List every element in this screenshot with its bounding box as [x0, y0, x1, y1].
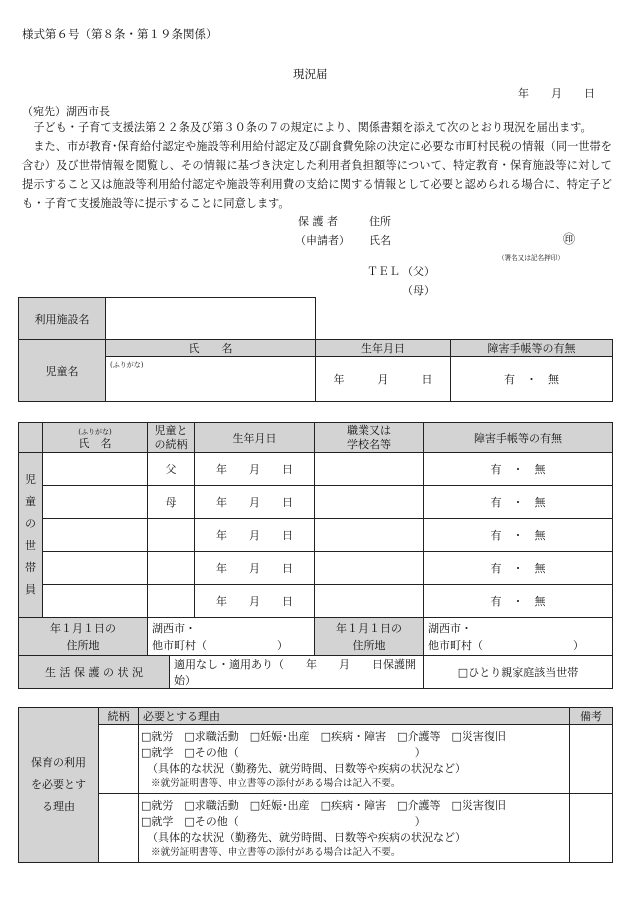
statement-paragraph-2: また、市が教育･保育給付認定や施設等利用給付認定及び副食費免除の決定に必要な市町村民税の情報（同一世帯を含む）及び世帯情報を閲覧し、その情報に基づき決定した利用者負担額等について、特定教育・保育施設等に対して提示すること又は施設等利用給付認定や施設等利用費の支給に関する情報として必要と認められる場合に、特定子ども・子育て支援施設等に提示することに同意します。	[22, 140, 612, 210]
member-birth[interactable]: 年 月 日	[195, 519, 315, 552]
child-disability-select[interactable]: 有 ・ 無	[451, 357, 613, 402]
reason-table	[18, 707, 613, 863]
facility-label: 利用施設名	[19, 298, 106, 340]
child-birth-header: 生年月日	[316, 340, 451, 357]
member-disability[interactable]: 有 ・ 無	[424, 486, 613, 519]
addressee: （宛先）湖西市長	[22, 105, 110, 118]
member-relation[interactable]	[148, 585, 195, 618]
member-job-input[interactable]	[315, 519, 424, 552]
member-job-input[interactable]	[315, 486, 424, 519]
tel-label[interactable]: ＴＥＬ	[367, 265, 400, 278]
member-disability[interactable]: 有 ・ 無	[424, 585, 613, 618]
furigana-label: (ふりがな)	[110, 361, 144, 369]
name-label[interactable]: 氏名	[369, 234, 391, 247]
member-job-input[interactable]	[315, 453, 424, 486]
welfare-status[interactable]: 適用なし・適用あり（ 年 月 日保護開始）	[170, 656, 424, 689]
reason-relation-header: 続柄	[99, 708, 139, 725]
member-name-input[interactable]	[43, 552, 148, 585]
seal-note: （署名又は記名押印）	[498, 254, 564, 262]
reason-relation-input[interactable]	[99, 725, 139, 794]
tel-mother-label: （母）	[402, 284, 435, 297]
tel-father-label: （父）	[402, 265, 435, 278]
member-job-input[interactable]	[315, 552, 424, 585]
child-label: 児童名	[19, 340, 106, 402]
statement-paragraph-1: 子ども・子育て支援法第２２条及び第３０条の７の規定により、関係書類を添えて次のとおり現況を届出ます。	[22, 121, 592, 134]
household-side-label: 児 童 の 世 帯 員	[19, 453, 43, 618]
member-job-header: 職業又は 学校名等	[315, 423, 424, 453]
jan1-address-field-1[interactable]: 湖西市・ 他市町村（ ）	[148, 618, 315, 656]
jan1-address-label-2: 年１月１日の 住所地	[315, 618, 424, 656]
child-name-header: 氏 名	[106, 340, 316, 357]
date-field: 年 月 日	[518, 87, 595, 100]
member-job-input[interactable]	[315, 585, 424, 618]
single-parent-checkbox[interactable]: □ひとり親家庭該当世帯	[424, 656, 613, 689]
member-disability[interactable]: 有 ・ 無	[424, 519, 613, 552]
applicant-label: （申請者）	[295, 234, 350, 247]
seal-mark: ㊞	[563, 232, 576, 246]
member-birth[interactable]: 年 月 日	[195, 486, 315, 519]
reason-note-input[interactable]	[570, 725, 613, 794]
member-name-input[interactable]	[43, 486, 148, 519]
member-name-input[interactable]	[43, 453, 148, 486]
child-name-input[interactable]	[106, 357, 316, 402]
member-birth-header: 生年月日	[195, 423, 315, 453]
member-relation[interactable]	[148, 552, 195, 585]
member-disability[interactable]: 有 ・ 無	[424, 453, 613, 486]
child-birth-input[interactable]: 年 月 日	[316, 357, 451, 402]
welfare-label: 生 活 保 護 の 状 況	[19, 656, 170, 689]
reason-checks[interactable]: □就労 □求職活動 □妊娠･出産 □疾病・障害 □介護等 □災害復旧 □就学 □その他（ ） （具体的な状況（勤務先、就労時間、日数等や疾病の状況など） ※就労証明書等、申立書等の添付がある場合は記入不要。	[139, 725, 570, 794]
member-relation-header: 児童と の続柄	[148, 423, 195, 453]
member-relation: 母	[148, 486, 195, 519]
member-disability-header: 障害手帳等の有無	[424, 423, 613, 453]
child-disability-header: 障害手帳等の有無	[451, 340, 613, 357]
member-birth[interactable]: 年 月 日	[195, 552, 315, 585]
member-name-input[interactable]	[43, 585, 148, 618]
jan1-address-label: 年１月１日の 住所地	[19, 618, 148, 656]
member-relation: 父	[148, 453, 195, 486]
member-relation[interactable]	[148, 519, 195, 552]
reason-checks[interactable]: □就労 □求職活動 □妊娠･出産 □疾病・障害 □介護等 □災害復旧 □就学 □その他（ ） （具体的な状況（勤務先、就労時間、日数等や疾病の状況など） ※就労証明書等、申立書等の添付がある場合は記入不要。	[139, 794, 570, 863]
page-title: 現況届	[293, 67, 328, 81]
reason-note-header: 備考	[570, 708, 613, 725]
address-label[interactable]: 住所	[369, 215, 391, 228]
reason-side-label: 保育の利用 を必要とす る理由	[19, 708, 99, 863]
reason-header: 必要とする理由	[139, 708, 570, 725]
facility-input[interactable]	[106, 298, 316, 340]
reason-note-input[interactable]	[570, 794, 613, 863]
reason-relation-input[interactable]	[99, 794, 139, 863]
household-table	[18, 422, 613, 689]
facility-child-table	[18, 297, 613, 402]
member-name-input[interactable]	[43, 519, 148, 552]
guardian-label: 保 護 者	[298, 215, 338, 228]
member-birth[interactable]: 年 月 日	[195, 585, 315, 618]
member-disability[interactable]: 有 ・ 無	[424, 552, 613, 585]
member-name-header: (ふりがな) 氏 名	[43, 423, 148, 453]
member-birth[interactable]: 年 月 日	[195, 453, 315, 486]
jan1-address-field-2[interactable]: 湖西市・ 他市町村（ ）	[424, 618, 613, 656]
form-number: 様式第６号（第８条・第１９条関係）	[22, 27, 218, 41]
